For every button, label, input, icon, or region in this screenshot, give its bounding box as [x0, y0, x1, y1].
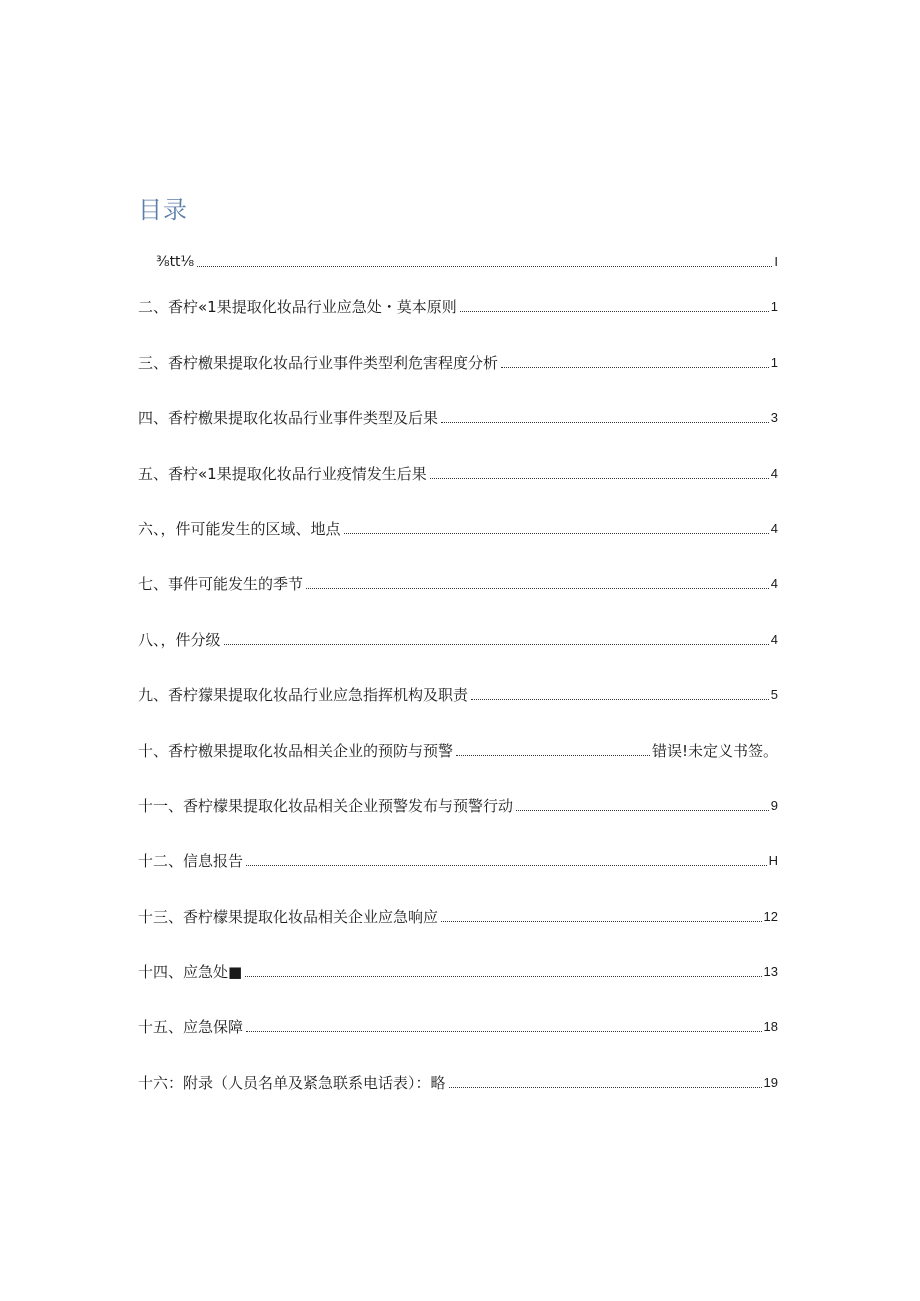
- toc-entry-text: 十、香柠檄果提取化妆品相关企业的预防与预警: [138, 741, 454, 760]
- toc-entry[interactable]: [138, 1051, 778, 1106]
- toc-entry-text: 十四、应急处■: [138, 963, 243, 982]
- toc-entry-page: 1: [770, 299, 778, 315]
- toc-entry-page: 13: [763, 964, 778, 980]
- toc-entry[interactable]: [138, 276, 778, 331]
- toc-entry-page: 3: [770, 410, 778, 426]
- toc-leader-dots: [246, 1031, 762, 1032]
- toc-entry-page: 19: [763, 1074, 778, 1090]
- toc-entry-page: 5: [770, 687, 778, 703]
- toc-entry-text: 五、香柠«1果提取化妆品行业疫情发生后果: [138, 464, 427, 483]
- toc-entry-page: 4: [770, 631, 778, 647]
- toc-entry-text: 十三、香柠檬果提取化妆品相关企业应急响应: [138, 907, 439, 926]
- toc-leader-dots: [471, 699, 769, 700]
- toc-entry-text: 七、事件可能发生的季节: [138, 575, 304, 594]
- toc-entry-text: 三、香柠檄果提取化妆品行业事件类型利危害程度分析: [138, 353, 499, 372]
- toc-leader-dots: [501, 367, 769, 368]
- toc-entry[interactable]: [138, 331, 778, 386]
- toc-leader-dots: [224, 644, 769, 645]
- toc-leader-dots: [441, 921, 762, 922]
- toc-entry-text: 十二、信息报告: [138, 852, 244, 871]
- toc-leader-dots: [430, 478, 769, 479]
- toc-entry-page: 4: [770, 576, 778, 592]
- toc-entry-page: 9: [770, 797, 778, 813]
- toc-entry[interactable]: [138, 719, 778, 774]
- toc-leader-dots: [456, 755, 650, 756]
- toc-entry-text: 八、，件分级: [138, 630, 221, 649]
- toc-entry[interactable]: [138, 553, 778, 608]
- toc-entry[interactable]: [138, 996, 778, 1051]
- toc-entry-text: 六、，件可能发生的区域、地点: [138, 519, 341, 538]
- toc-entry-page: I: [774, 254, 778, 269]
- toc-entry[interactable]: [138, 498, 778, 553]
- toc-entry-text: 二、香柠«1果提取化妆品行业应急处・莫本原则: [138, 298, 457, 317]
- toc-entry[interactable]: [138, 442, 778, 497]
- toc-entry-page-error: 错误!未定义书签。: [651, 741, 778, 760]
- toc-leader-dots: [449, 1087, 762, 1088]
- toc-entry[interactable]: [138, 387, 778, 442]
- toc-entry[interactable]: [138, 941, 778, 996]
- toc-entry-text: 十六：附录（人员名单及紧急联系电话表）：略: [138, 1073, 446, 1092]
- toc-entry[interactable]: [138, 248, 778, 276]
- toc-entry[interactable]: [138, 775, 778, 830]
- toc-entry-text: 十一、香柠檬果提取化妆品相关企业预警发布与预警行动: [138, 796, 514, 815]
- toc-entry[interactable]: [138, 664, 778, 719]
- toc-entry-page: 4: [770, 520, 778, 536]
- toc-leader-dots: [245, 976, 761, 977]
- toc-leader-dots: [197, 266, 772, 267]
- toc-leader-dots: [344, 533, 769, 534]
- toc-entry-text: 十五、应急保障: [138, 1018, 244, 1037]
- toc-entry-page: 1: [770, 354, 778, 370]
- toc-leader-dots: [460, 311, 769, 312]
- toc-entry-page: 12: [763, 908, 778, 924]
- toc-entry[interactable]: [138, 608, 778, 663]
- toc-list: [138, 248, 778, 1107]
- toc-entry-text: ⅜tt⅛: [156, 254, 195, 270]
- toc-entry[interactable]: [138, 830, 778, 885]
- toc-leader-dots: [306, 588, 769, 589]
- toc-leader-dots: [516, 810, 769, 811]
- toc-title: 目录: [138, 196, 188, 224]
- toc-leader-dots: [246, 865, 767, 866]
- toc-entry-text: 四、香柠檄果提取化妆品行业事件类型及后果: [138, 409, 439, 428]
- toc-entry-page: 18: [763, 1019, 778, 1035]
- toc-entry-text: 九、香柠獴果提取化妆品行业应急指挥机构及职责: [138, 686, 469, 705]
- toc-entry-page: 4: [770, 465, 778, 481]
- toc-entry-page: H: [768, 853, 778, 869]
- toc-leader-dots: [441, 422, 769, 423]
- toc-entry[interactable]: [138, 885, 778, 940]
